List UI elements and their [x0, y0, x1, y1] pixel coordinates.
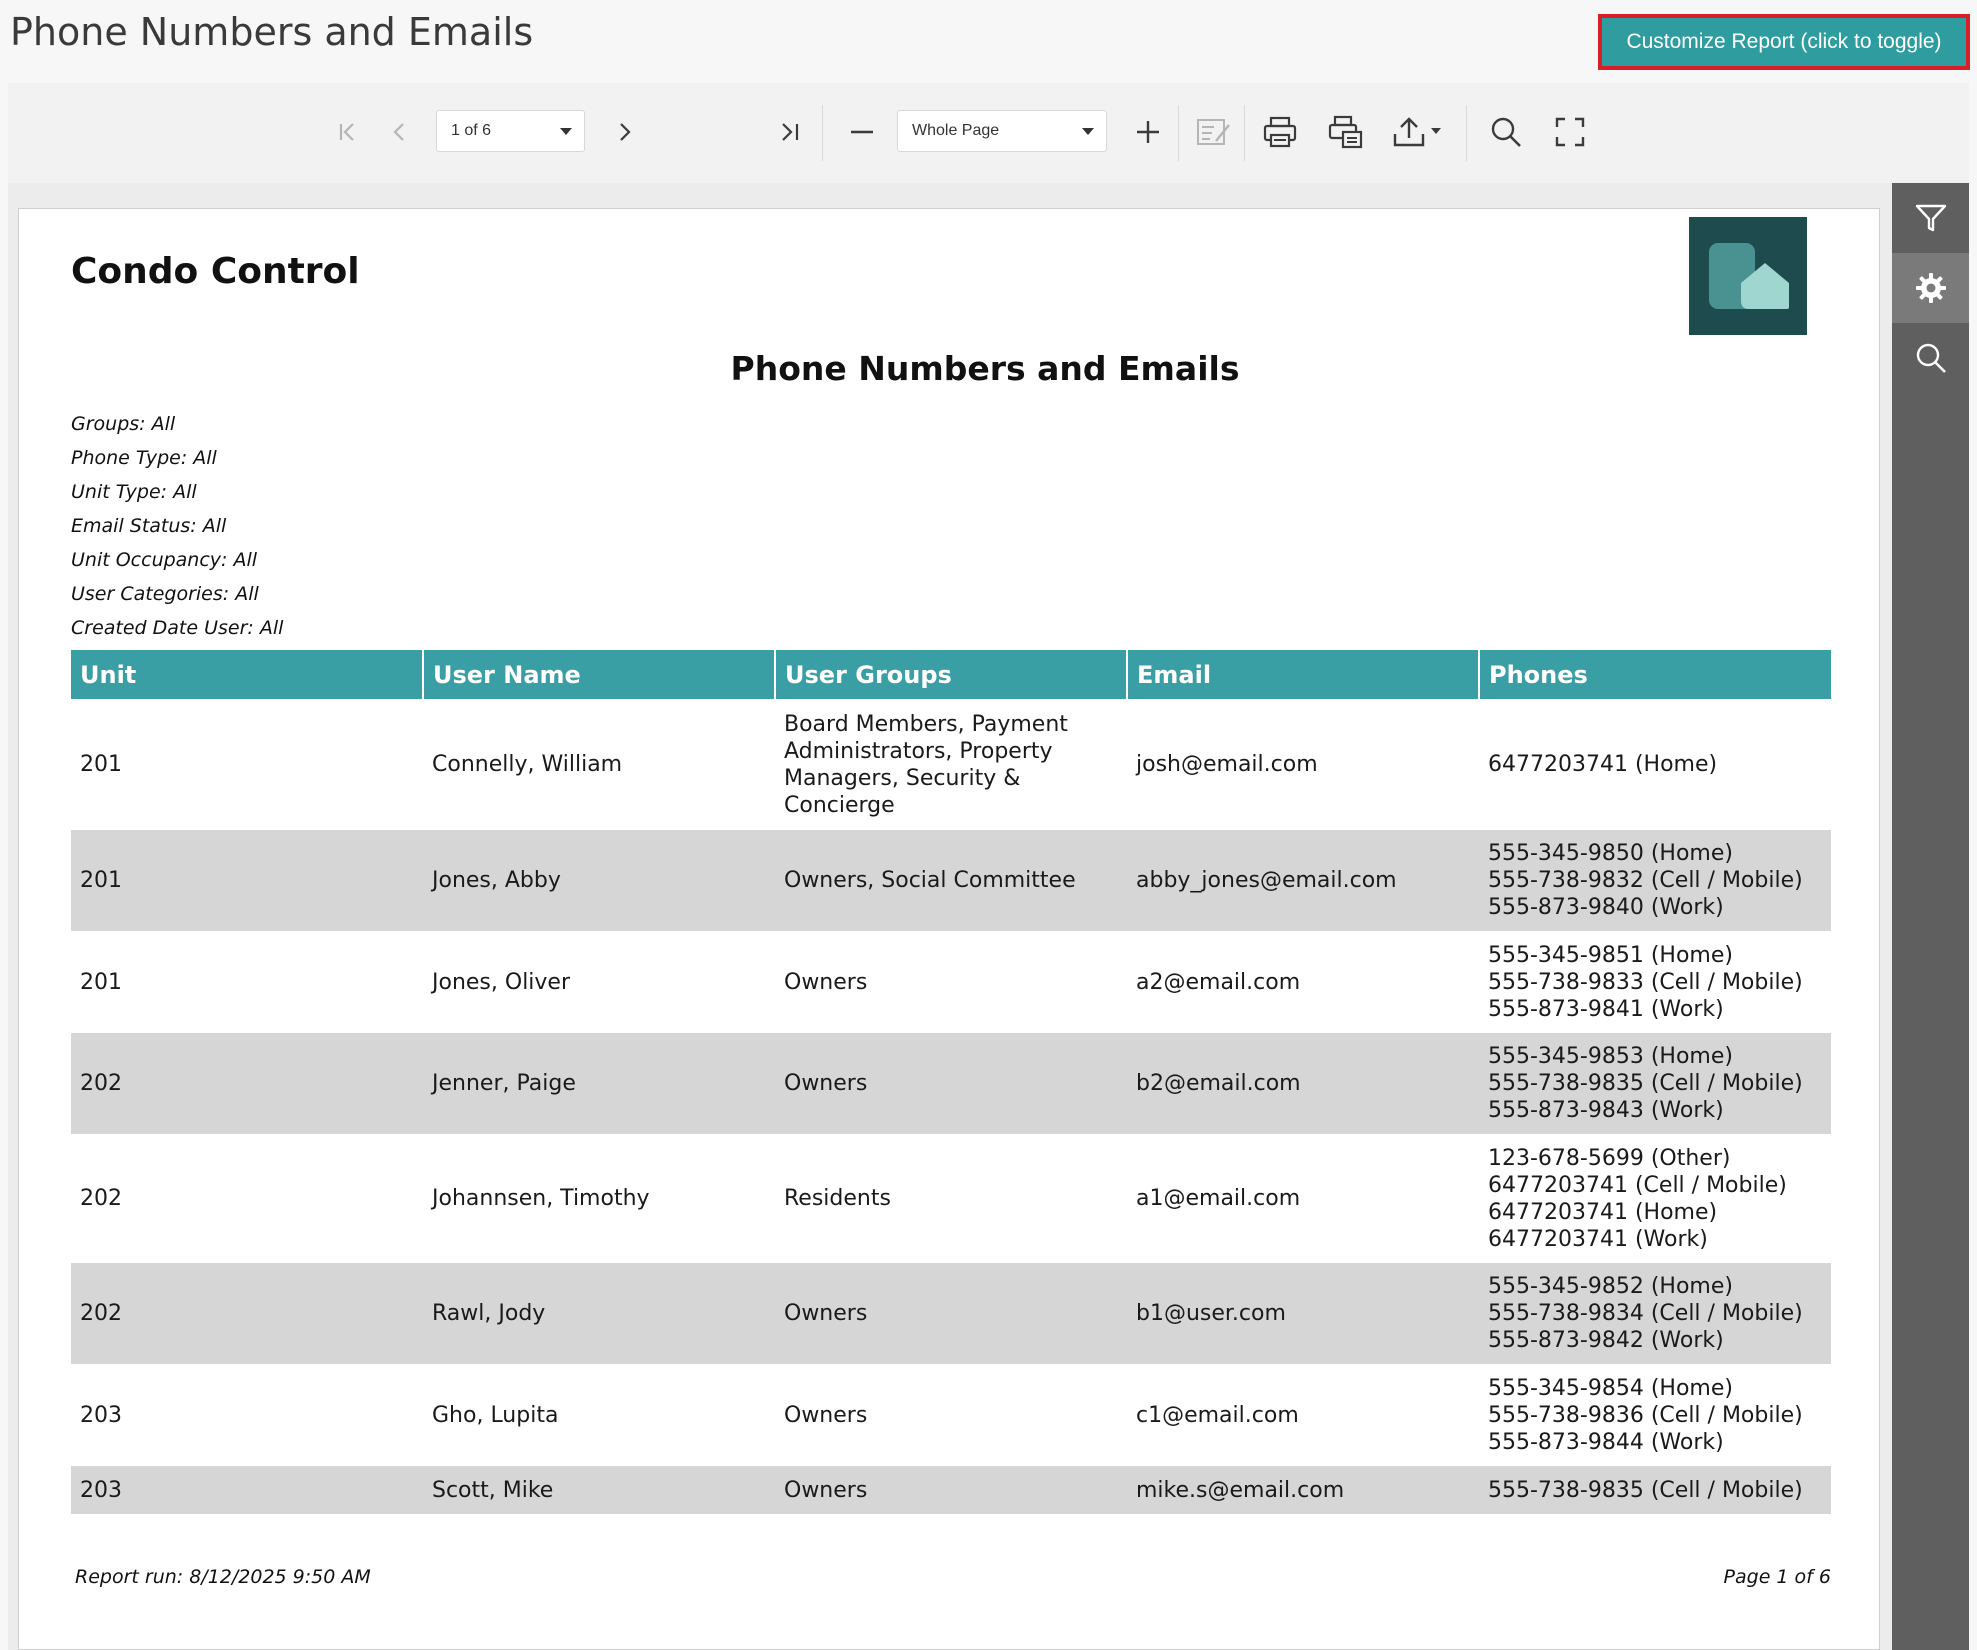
filter-line: Unit Occupancy: All	[71, 549, 258, 571]
prev-page-icon[interactable]	[380, 109, 420, 155]
zoom-select[interactable]	[897, 110, 1107, 152]
table-row	[71, 1033, 1831, 1134]
cell-email: a2@email.com	[1136, 969, 1301, 995]
fullscreen-icon[interactable]	[1546, 109, 1594, 155]
cell-user-groups: Owners	[784, 1402, 868, 1428]
zoom-in-icon[interactable]	[1126, 109, 1170, 155]
print-icon[interactable]	[1256, 109, 1304, 155]
search-icon[interactable]	[1892, 323, 1969, 393]
page-indicator: Page 1 of 6	[1723, 1566, 1831, 1588]
phone-line: 555-738-9832 (Cell / Mobile)	[1488, 868, 1803, 893]
zoom-select-value: Whole Page	[912, 122, 1000, 139]
cell-phones	[1479, 1263, 1831, 1364]
column-header-user-name: User Name	[423, 650, 775, 699]
table-row	[71, 1134, 1831, 1263]
last-page-icon[interactable]	[768, 109, 812, 155]
phone-line: 555-738-9836 (Cell / Mobile)	[1488, 1402, 1803, 1428]
cell-user-name: Scott, Mike	[423, 1466, 775, 1514]
filter-line: User Categories: All	[71, 583, 259, 605]
filter-icon[interactable]	[1892, 183, 1969, 253]
report-viewer	[8, 83, 1969, 1650]
phone-line: 555-345-9853 (Home)	[1488, 1044, 1733, 1069]
print-page-icon[interactable]	[1322, 109, 1370, 155]
table-header-row	[71, 650, 1831, 699]
report-page	[18, 208, 1880, 1650]
cell-unit: 202	[80, 1186, 122, 1211]
cell-email: c1@email.com	[1136, 1402, 1299, 1428]
phone-line: 6477203741 (Home)	[1488, 752, 1718, 777]
viewer-toolbar	[8, 83, 1969, 183]
export-icon[interactable]	[1388, 109, 1448, 155]
cell-email: a1@email.com	[1136, 1186, 1301, 1211]
report-run-timestamp: Report run: 8/12/2025 9:50 AM	[75, 1566, 371, 1588]
cell-unit: 201	[71, 830, 423, 931]
cell-user-groups: Owners	[775, 1466, 1127, 1514]
cell-phones	[1479, 1466, 1831, 1514]
cell-unit: 201	[80, 969, 122, 995]
cell-phones	[1479, 1033, 1831, 1134]
search-icon[interactable]	[1482, 109, 1530, 155]
page-title: Phone Numbers and Emails	[10, 10, 534, 54]
cell-phones	[1479, 1364, 1831, 1466]
cell-user-name: Connelly, William	[432, 752, 623, 777]
customize-report-button[interactable]: Customize Report (click to toggle)	[1598, 14, 1970, 70]
filter-line: Groups: All	[71, 413, 176, 435]
cell-user-groups: Board Members, Payment Administrators, Property Managers, Security & Concierge	[784, 711, 1068, 818]
phone-line: 555-738-9835 (Cell / Mobile)	[1488, 1071, 1803, 1096]
cell-user-groups: Residents	[784, 1186, 891, 1211]
cell-user-name: Jones, Oliver	[432, 969, 571, 995]
cell-email: b1@user.com	[1127, 1263, 1479, 1364]
filter-line: Phone Type: All	[71, 447, 217, 469]
page-select-value: 1 of 6	[451, 122, 492, 139]
chevron-down-icon	[560, 128, 572, 135]
report-table	[71, 650, 1831, 1514]
page-select[interactable]	[436, 110, 585, 152]
cell-user-name: Jenner, Paige	[423, 1033, 775, 1134]
cell-unit: 201	[80, 752, 122, 777]
cell-phones	[1479, 830, 1831, 931]
toolbar-divider	[1244, 105, 1245, 161]
phone-line: 6477203741 (Work)	[1488, 1226, 1708, 1252]
phone-line: 555-345-9852 (Home)	[1488, 1274, 1733, 1299]
company-name: Condo Control	[71, 251, 360, 292]
chevron-down-icon	[1082, 128, 1094, 135]
first-page-icon[interactable]	[328, 109, 368, 155]
column-header-phones: Phones	[1479, 650, 1831, 699]
phone-line: 555-345-9854 (Home)	[1488, 1375, 1733, 1401]
cell-user-groups: Owners	[775, 1263, 1127, 1364]
table-row	[71, 1263, 1831, 1364]
company-logo	[1689, 217, 1807, 335]
cell-email: abby_jones@email.com	[1127, 830, 1479, 931]
cell-phones	[1479, 699, 1831, 830]
phone-line: 6477203741 (Home)	[1488, 1199, 1718, 1225]
toolbar-divider	[1178, 105, 1179, 161]
zoom-out-icon[interactable]	[840, 109, 884, 155]
filter-line: Email Status: All	[71, 515, 227, 537]
cell-unit: 202	[71, 1033, 423, 1134]
toolbar-divider	[822, 105, 823, 161]
cell-user-name: Gho, Lupita	[432, 1402, 559, 1428]
table-row	[71, 931, 1831, 1033]
phone-line: 555-873-9844 (Work)	[1488, 1429, 1724, 1455]
phone-line: 555-873-9843 (Work)	[1488, 1098, 1724, 1123]
phone-line: 555-738-9833 (Cell / Mobile)	[1488, 969, 1803, 995]
cell-unit: 202	[71, 1263, 423, 1364]
cell-user-groups: Owners	[784, 969, 868, 995]
table-row	[71, 699, 1831, 830]
phone-line: 555-738-9834 (Cell / Mobile)	[1488, 1301, 1803, 1326]
cell-user-groups: Owners	[775, 1033, 1127, 1134]
phone-line: 555-873-9842 (Work)	[1488, 1328, 1724, 1353]
cell-email: mike.s@email.com	[1127, 1466, 1479, 1514]
table-row	[71, 1364, 1831, 1466]
phone-line: 123-678-5699 (Other)	[1488, 1145, 1731, 1171]
report-title: Phone Numbers and Emails	[730, 349, 1240, 388]
cell-user-groups: Owners, Social Committee	[775, 830, 1127, 931]
phone-line: 555-873-9840 (Work)	[1488, 895, 1724, 920]
cell-user-name: Johannsen, Timothy	[432, 1186, 650, 1211]
phone-line: 555-873-9841 (Work)	[1488, 996, 1724, 1022]
column-header-email: Email	[1127, 650, 1479, 699]
phone-line: 555-738-9835 (Cell / Mobile)	[1488, 1477, 1803, 1503]
table-row	[71, 1466, 1831, 1514]
table-row	[71, 830, 1831, 931]
side-panel	[1892, 183, 1969, 1650]
toolbar-divider	[1466, 105, 1467, 161]
filter-line: Created Date User: All	[71, 617, 284, 639]
cell-user-name: Rawl, Jody	[423, 1263, 775, 1364]
cell-user-name: Jones, Abby	[423, 830, 775, 931]
cell-unit: 203	[71, 1466, 423, 1514]
cell-phones	[1479, 931, 1831, 1033]
next-page-icon[interactable]	[604, 109, 644, 155]
column-header-unit: Unit	[71, 650, 423, 699]
gear-icon[interactable]	[1892, 253, 1969, 323]
phone-line: 555-345-9851 (Home)	[1488, 942, 1733, 968]
cell-phones	[1479, 1134, 1831, 1263]
report-filters	[71, 407, 283, 645]
cell-email: b2@email.com	[1127, 1033, 1479, 1134]
cell-unit: 203	[80, 1402, 122, 1428]
edit-fields-icon[interactable]	[1190, 109, 1238, 155]
phone-line: 6477203741 (Cell / Mobile)	[1488, 1172, 1787, 1198]
column-header-user-groups: User Groups	[775, 650, 1127, 699]
filter-line: Unit Type: All	[71, 481, 197, 503]
cell-email: josh@email.com	[1136, 752, 1318, 777]
phone-line: 555-345-9850 (Home)	[1488, 841, 1733, 866]
